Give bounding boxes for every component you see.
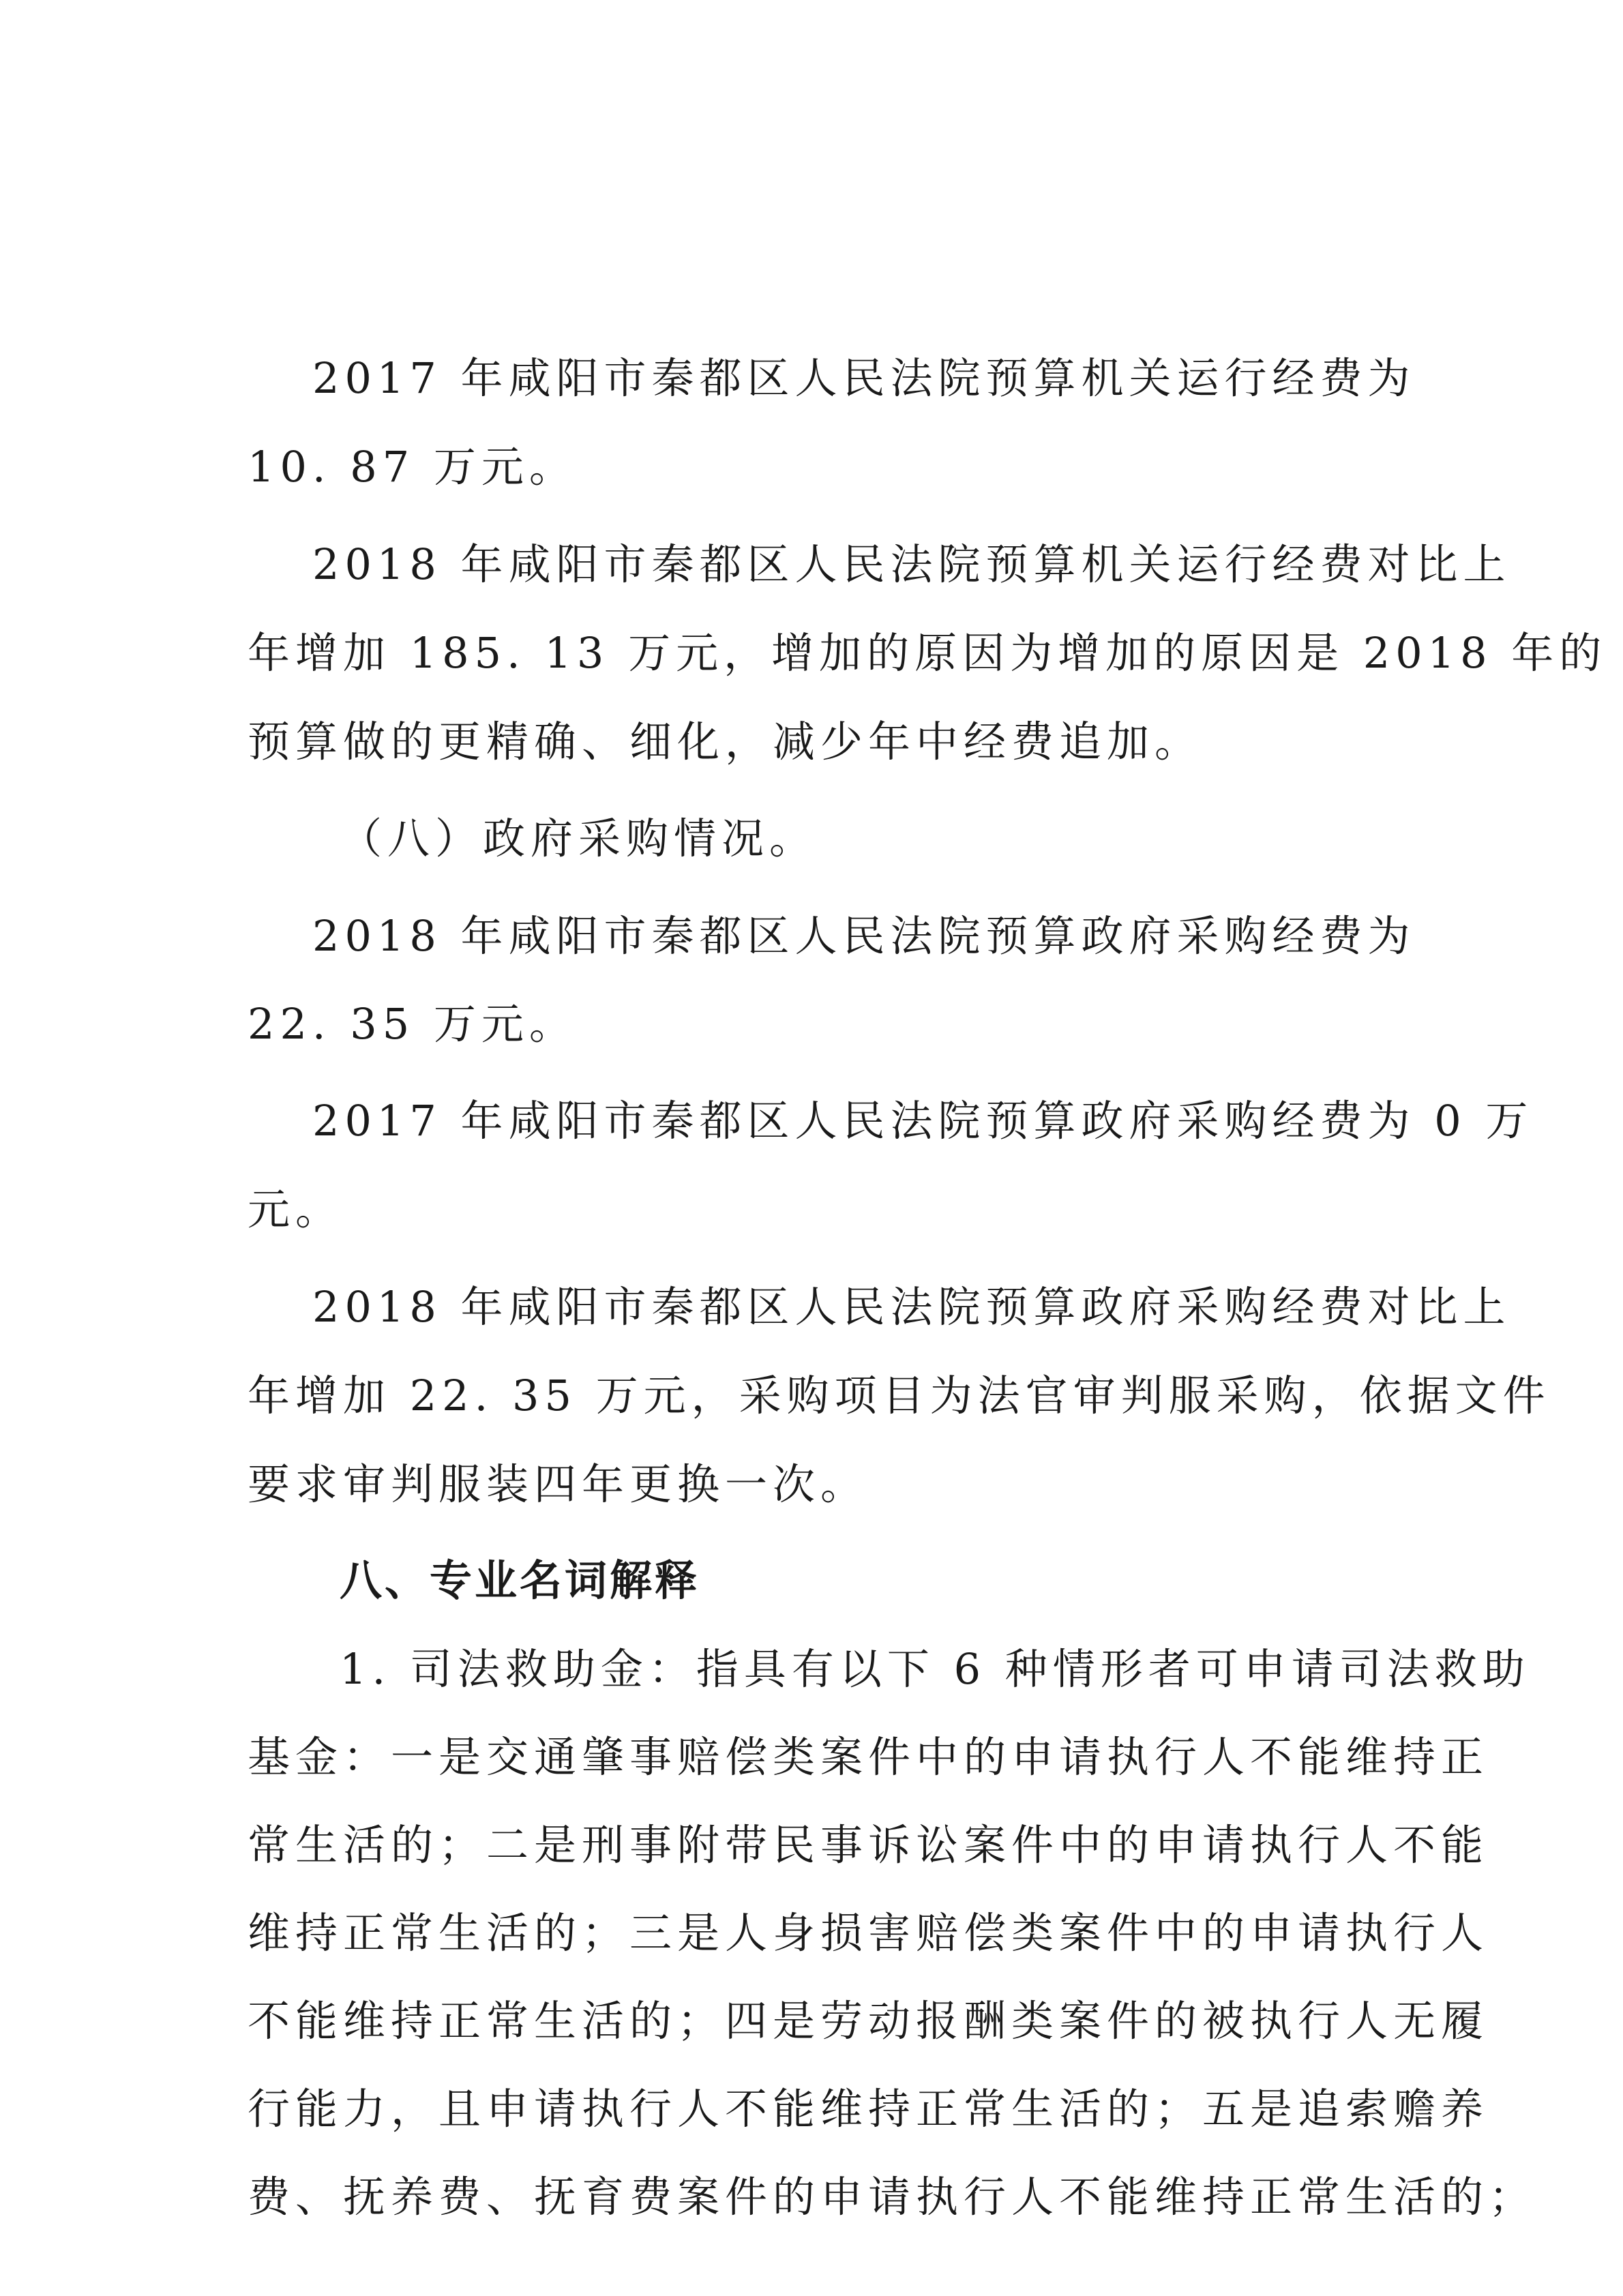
paragraph-line-15: 1. 司法救助金：指具有以下 6 种情形者可申请司法救助 [340, 1644, 1530, 1694]
paragraph-line-7: 2018 年咸阳市秦都区人民法院预算政府采购经费为 [312, 911, 1416, 961]
paragraph-line-19: 不能维持正常生活的；四是劳动报酬类案件的被执行人无履 [248, 1996, 1489, 2046]
section-heading: 八、专业名词解释 [340, 1555, 700, 1605]
paragraph-line-12: 年增加 22. 35 万元，采购项目为法官审判服采购，依据文件 [248, 1371, 1551, 1420]
paragraph-line-17: 常生活的；二是刑事附带民事诉讼案件中的申请执行人不能 [248, 1820, 1489, 1870]
paragraph-line-3: 2018 年咸阳市秦都区人民法院预算机关运行经费对比上 [312, 539, 1511, 589]
paragraph-line-4: 年增加 185. 13 万元，增加的原因为增加的原因是 2018 年的 [248, 628, 1607, 678]
paragraph-line-13: 要求审判服装四年更换一次。 [248, 1459, 869, 1509]
paragraph-line-5: 预算做的更精确、细化，减少年中经费追加。 [248, 717, 1203, 766]
paragraph-line-16: 基金：一是交通肇事赔偿类案件中的申请执行人不能维持正 [248, 1732, 1489, 1782]
paragraph-line-20: 行能力，且申请执行人不能维持正常生活的；五是追索赡养 [248, 2084, 1489, 2134]
paragraph-line-21: 费、抚养费、抚育费案件的申请执行人不能维持正常生活的； [248, 2172, 1537, 2222]
paragraph-line-2: 10. 87 万元。 [248, 442, 577, 492]
paragraph-line-18: 维持正常生活的；三是人身损害赔偿类案件中的申请执行人 [248, 1908, 1489, 1958]
section-subheading: （八）政府采购情况。 [340, 814, 818, 863]
paragraph-line-1: 2017 年咸阳市秦都区人民法院预算机关运行经费为 [312, 353, 1416, 403]
paragraph-line-10: 元。 [248, 1184, 344, 1234]
paragraph-line-9: 2017 年咸阳市秦都区人民法院预算政府采购经费为 0 万 [312, 1096, 1534, 1146]
paragraph-line-11: 2018 年咸阳市秦都区人民法院预算政府采购经费对比上 [312, 1282, 1511, 1332]
paragraph-line-8: 22. 35 万元。 [248, 999, 577, 1049]
